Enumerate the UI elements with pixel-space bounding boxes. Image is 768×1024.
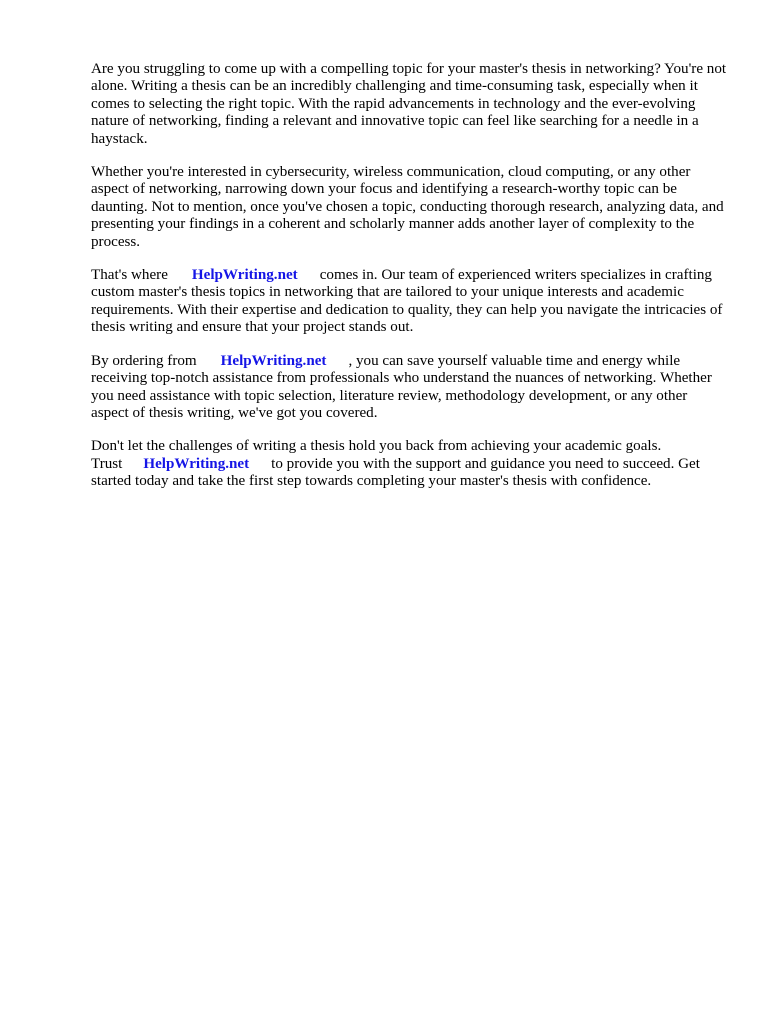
paragraph-call-to-action-after: to provide you with the support and guidance you need to succeed. Get started today and take the first step towards completing your master's thesis with confidence. xyxy=(91,455,700,490)
helpwriting-link[interactable]: HelpWriting.net xyxy=(191,267,298,284)
paragraph-ordering-before: By ordering from xyxy=(91,352,197,369)
paragraph-helpwriting-intro xyxy=(91,267,727,337)
paragraph-call-to-action-before: Don't let the challenges of writing a thesis hold you back from achieving your academic goals. Trust xyxy=(91,438,662,472)
paragraph-helpwriting-intro-after: comes in. Our team of experienced writers specializes in crafting custom master's thesis topics in networking that are tailored to your unique interests and academic requirements. With their expertise and dedication to quality, they can help you navigate the intricacies of thesis writing and ensure that your project stands out. xyxy=(91,267,723,336)
helpwriting-link[interactable]: HelpWriting.net xyxy=(220,352,327,369)
paragraph-focus xyxy=(91,164,727,251)
paragraph-ordering-after: , you can save yourself valuable time and energy while receiving top-notch assistance from professionals who understand the nuances of networking. Whether you need assistance with topic selection, literature review, methodology development, or any other aspect of thesis writing, we've got you covered. xyxy=(91,352,712,421)
paragraph-helpwriting-intro-before: That's where xyxy=(91,267,168,284)
paragraph-intro-text: Are you struggling to come up with a compelling topic for your master's thesis in networking? You're not alone. Writing a thesis can be an incredibly challenging and time-consuming task, especially when it comes to selecting the right topic. With the rapid advancements in technology and the ever-evolving nature of networking, finding a relevant and innovative topic can feel like searching for a needle in a haystack. xyxy=(91,61,727,147)
paragraph-call-to-action xyxy=(91,438,727,490)
helpwriting-link[interactable]: HelpWriting.net xyxy=(143,455,250,472)
paragraph-intro xyxy=(91,61,727,148)
document-body xyxy=(91,61,727,507)
paragraph-ordering xyxy=(91,353,727,423)
paragraph-focus-text: Whether you're interested in cybersecurity, wireless communication, cloud computing, or any other aspect of networking, narrowing down your focus and identifying a research-worthy topic can be daunting. Not to mention, once you've chosen a topic, conducting thorough research, analyzing data, and presenting your findings in a coherent and scholarly manner adds another layer of complexity to the process. xyxy=(91,164,724,250)
